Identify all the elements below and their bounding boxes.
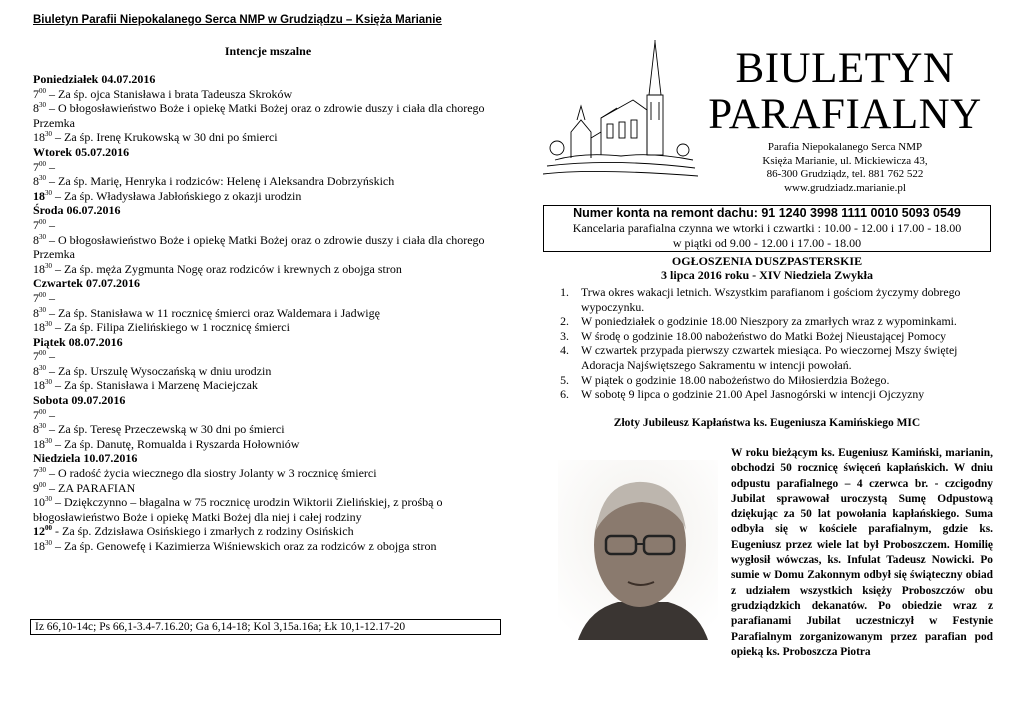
day-heading-monday: Poniedziałek 04.07.2016 [33, 72, 156, 86]
announcements-subtitle: 3 lipca 2016 roku - XIV Niedziela Zwykła [661, 268, 873, 282]
priest-portrait-photo [558, 460, 718, 640]
mass-line: $18^{30}$ – Za śp. męża Zygmunta Nogę oraz rodziców i krewnych z obojga stron [33, 261, 402, 276]
mass-intentions-list [33, 72, 503, 554]
jubilee-title: Złoty Jubileusz Kapłaństwa ks. Eugeniusza Kamińskiego MIC [613, 417, 921, 429]
bulletin-header: Biuletyn Parafii Niepokalanego Serca NMP w Grudziądzu – Księża Marianie [33, 14, 442, 26]
mass-line: $7^{30}$ – O radość życia wiecznego dla siostry Jolanty w 3 rocznicę śmierci [33, 466, 377, 481]
day-heading-wednesday: Środa 06.07.2016 [33, 203, 121, 218]
mass-line: $7^{00}$ – [33, 407, 55, 422]
announcements-list [555, 285, 995, 402]
list-item: 3. W środę o godzinie 18.00 nabożeństwo do Matki Bożej Nieustającej Pomocy [560, 328, 947, 343]
announcements-title: OGŁOSZENIA DUSZPASTERSKIE [671, 254, 863, 268]
mass-line: $8^{30}$ – O błogosławieństwo Boże i opiekę Matki Bożej oraz o zdrowie duszy i ciała dla chorego Przemka [33, 232, 485, 262]
mass-line: $8^{30}$ – Za śp. Urszulę Wysoczańską w dniu urodzin [33, 363, 272, 378]
list-item: 5. W piątek o godzinie 18.00 nabożeństwo do Miłosierdzia Bożego. [560, 372, 890, 387]
mass-line: $8^{30}$ – O błogosławieństwo Boże i opiekę Matki Bożej oraz o zdrowie duszy i ciała dla chorego Przemka [33, 101, 485, 130]
mass-line: $7^{00}$ – Za śp. ojca Stanisława i brata Tadeusza Skroków [33, 86, 293, 101]
mass-line: $10^{30}$ – Dziękczynno – błagalna w 75 rocznicę urodzin Wiktorii Zielińskiej, z prośbą o błogosławieństwo Boże i opiekę Matki Bożej dla niej i całej rodziny [33, 495, 443, 524]
mass-line: $8^{30}$ – Za śp. Marię, Henryka i rodziców: Helenę i Aleksandra Dobrzyńskich [33, 174, 395, 189]
bank-account-number: Numer konta na remont dachu: 91 1240 3998 1111 0010 5093 0549 [573, 206, 961, 220]
office-hours-friday: w piątki od 9.00 - 12.00 i 17.00 - 18.00 [672, 236, 862, 250]
office-hours-weekday: Kancelaria parafialna czynna we wtorki i czwartki : 10.00 - 12.00 i 17.00 - 18.00 [572, 221, 962, 235]
mass-line: $7^{00}$ – [33, 217, 55, 232]
mass-line: $18^{30}$ – Za śp. Władysława Jabłońskiego z okazji urodzin [33, 188, 302, 203]
list-item: 2. W poniedziałek o godzinie 18.00 Nieszpory za zmarłych wraz z wypominkami. [560, 314, 957, 329]
mass-line: $18^{30}$ – Za śp. Irenę Krukowską w 30 dni po śmierci [33, 130, 278, 145]
account-info-box [543, 205, 991, 252]
list-item: 6. W sobotę 9 lipca o godzinie 21.00 Apel Jasnogórski w intencji Ojczyzny [560, 387, 925, 402]
day-heading-tuesday: Wtorek 05.07.2016 [33, 144, 130, 159]
mass-line: $7^{00}$ – [33, 159, 55, 174]
parish-name: Parafia Niepokalanego Serca NMP [767, 141, 923, 153]
parish-address [700, 141, 990, 195]
mass-line: $18^{30}$ – Za śp. Stanisława i Marzenę Maciejczak [33, 378, 258, 393]
parish-website: www.grudziadz.marianie.pl [784, 181, 906, 194]
day-heading-friday: Piątek 08.07.2016 [33, 334, 123, 349]
list-item: 4. W czwartek przypada pierwszy czwartek miesiąca. Po wieczornej Mszy świętej Adoracja Najświętszego Sakramentu w intencji powołań. [560, 343, 958, 372]
intentions-title: Intencje mszalne [224, 44, 312, 58]
list-item: 1. Trwa okres wakacji letnich. Wszystkim parafianom i gościom życzymy dobrego wypoczynku. [560, 285, 961, 314]
day-heading-thursday: Czwartek 07.07.2016 [33, 276, 140, 291]
masthead-line1: BIULETYN [735, 45, 955, 92]
liturgical-readings-box: Iz 66,10-14c; Ps 66,1-3.4-7.16.20; Ga 6,14-18; Kol 3,15a.16a; Łk 10,1-12.17-20 [30, 619, 501, 635]
mass-line: $9^{00}$ – ZA PARAFIAN [33, 480, 136, 495]
mass-line: $8^{30}$ – Za śp. Stanisława w 11 rocznicę śmierci oraz Waldemara i Jadwigę [33, 305, 380, 320]
church-illustration [543, 40, 698, 180]
masthead-title [700, 46, 990, 138]
day-heading-sunday: Niedziela 10.07.2016 [33, 451, 138, 466]
mass-line: $8^{30}$ – Za śp. Teresę Przeczewską w 30 dni po śmierci [33, 422, 285, 437]
day-heading-saturday: Sobota 09.07.2016 [33, 393, 126, 408]
mass-line: $12^{00}$ - Za śp. Zdzisława Osińskiego i zmarłych z rodziny Osińskich [33, 524, 354, 539]
mass-line: $18^{30}$ – Za śp. Filipa Zielińskiego w 1 rocznicę śmierci [33, 320, 290, 335]
parish-street: Księża Marianie, ul. Mickiewicza 43, [762, 154, 928, 167]
jubilee-article-text: W roku bieżącym ks. Eugeniusz Kamiński, marianin, obchodzi 50 rocznicę święceń kapłańskich. W dniu odpustu parafialnego – 4 czerwca br. - czcigodny Jubilat sprawował uroczystą Sumę Odpustową dziękując za 50 lat powołania kapłańskiego. Suma odbyła się w kościele parafialnym, gdzie ks. Eugeniusz przez wiele lat był Proboszczem. Homilię wygłosił wówczas, ks. Infulat Tadeusz Nowicki. Po sumie w Domu Zakonnym odbył się świąteczny obiad z udziałem wszystkich księży Proboszczów obu grudziądzkich dekanatów. Po obiedzie wraz z parafianami Jubilat uczestniczył w Festynie Parafialnym zorganizowanym przez parafian pod opieką ks. Proboszcza Piotra [731, 447, 993, 658]
mass-line: $7^{00}$ – [33, 290, 55, 305]
mass-line: $18^{30}$ – Za śp. Danutę, Romualda i Ryszarda Hołowniów [33, 436, 300, 451]
masthead-line2: PARAFIALNY [708, 91, 982, 138]
mass-line: $7^{00}$ – [33, 349, 55, 364]
mass-line: $18^{30}$ – Za śp. Genowefę i Kazimierza Wiśniewskich oraz za rodziców z obojga stron [33, 539, 437, 553]
announcements-header [543, 254, 991, 282]
parish-city-phone: 86-300 Grudziądz, tel. 881 762 522 [766, 168, 924, 180]
